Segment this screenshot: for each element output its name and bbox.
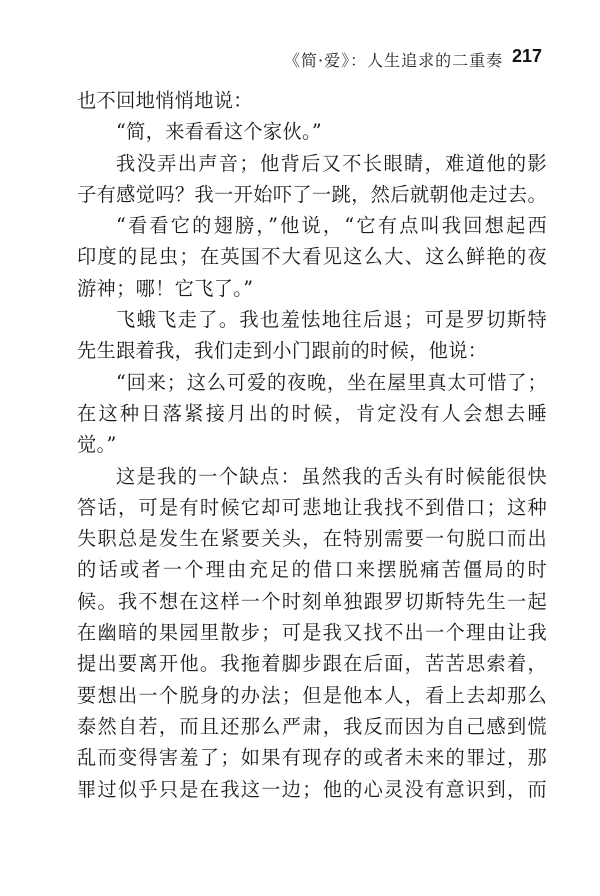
text-line: 在幽暗的果园里散步；可是我又找不出一个理由让我 xyxy=(77,621,547,645)
text-line: 这是我的一个缺点：虽然我的舌头有时候能很快 xyxy=(116,464,547,488)
text-line: 子有感觉吗？我一开始吓了一跳，然后就朝他走过去。 xyxy=(77,182,547,206)
text-line: 乱而变得害羞了；如果有现存的或者未来的罪过，那 xyxy=(77,746,547,770)
text-line: 提出要离开他。我拖着脚步跟在后面，苦苦思索着， xyxy=(77,652,547,676)
text-line: 印度的昆虫；在英国不大看见这么大、这么鲜艳的夜 xyxy=(77,245,547,269)
text-line: “看看它的翅膀，”他说，“它有点叫我回想起西 xyxy=(116,214,547,238)
text-line: 罪过似乎只是在我这一边；他的心灵没有意识到，而 xyxy=(77,777,547,801)
text-line: 答话，可是有时候它却可悲地让我找不到借口；这种 xyxy=(77,495,547,519)
text-line: 候。我不想在这样一个时刻单独跟罗切斯特先生一起 xyxy=(77,589,547,613)
text-line: 要想出一个脱身的办法；但是他本人，看上去却那么 xyxy=(77,683,547,707)
text-line: 觉。” xyxy=(77,433,117,457)
text-line: “简，来看看这个家伙。” xyxy=(116,120,323,144)
text-line: 先生跟着我，我们走到小门跟前的时候，他说： xyxy=(77,339,488,363)
text-line: 的话或者一个理由充足的借口来摆脱痛苦僵局的时 xyxy=(77,558,547,582)
text-line: 在这种日落紧接月出的时候，肯定没有人会想去睡 xyxy=(77,401,547,425)
body-text xyxy=(77,85,547,805)
text-line: 失职总是发生在紧要关头，在特别需要一句脱口而出 xyxy=(77,527,547,551)
text-line: 我没弄出声音；他背后又不长眼睛，难道他的影 xyxy=(116,151,547,175)
page-number: 217 xyxy=(512,46,543,66)
text-line: 飞蛾飞走了。我也羞怯地往后退；可是罗切斯特 xyxy=(116,308,547,332)
text-line: “回来；这么可爱的夜晚，坐在屋里真太可惜了； xyxy=(116,370,547,394)
page-header xyxy=(0,46,600,70)
text-line: 也不回地悄悄地说： xyxy=(77,89,253,112)
text-line: 泰然自若，而且还那么严肃，我反而因为自己感到慌 xyxy=(77,714,547,738)
running-title: 《简·爱》：人生追求的二重奏 xyxy=(284,51,504,70)
text-line: 游神；哪！它飞了。” xyxy=(77,276,254,300)
